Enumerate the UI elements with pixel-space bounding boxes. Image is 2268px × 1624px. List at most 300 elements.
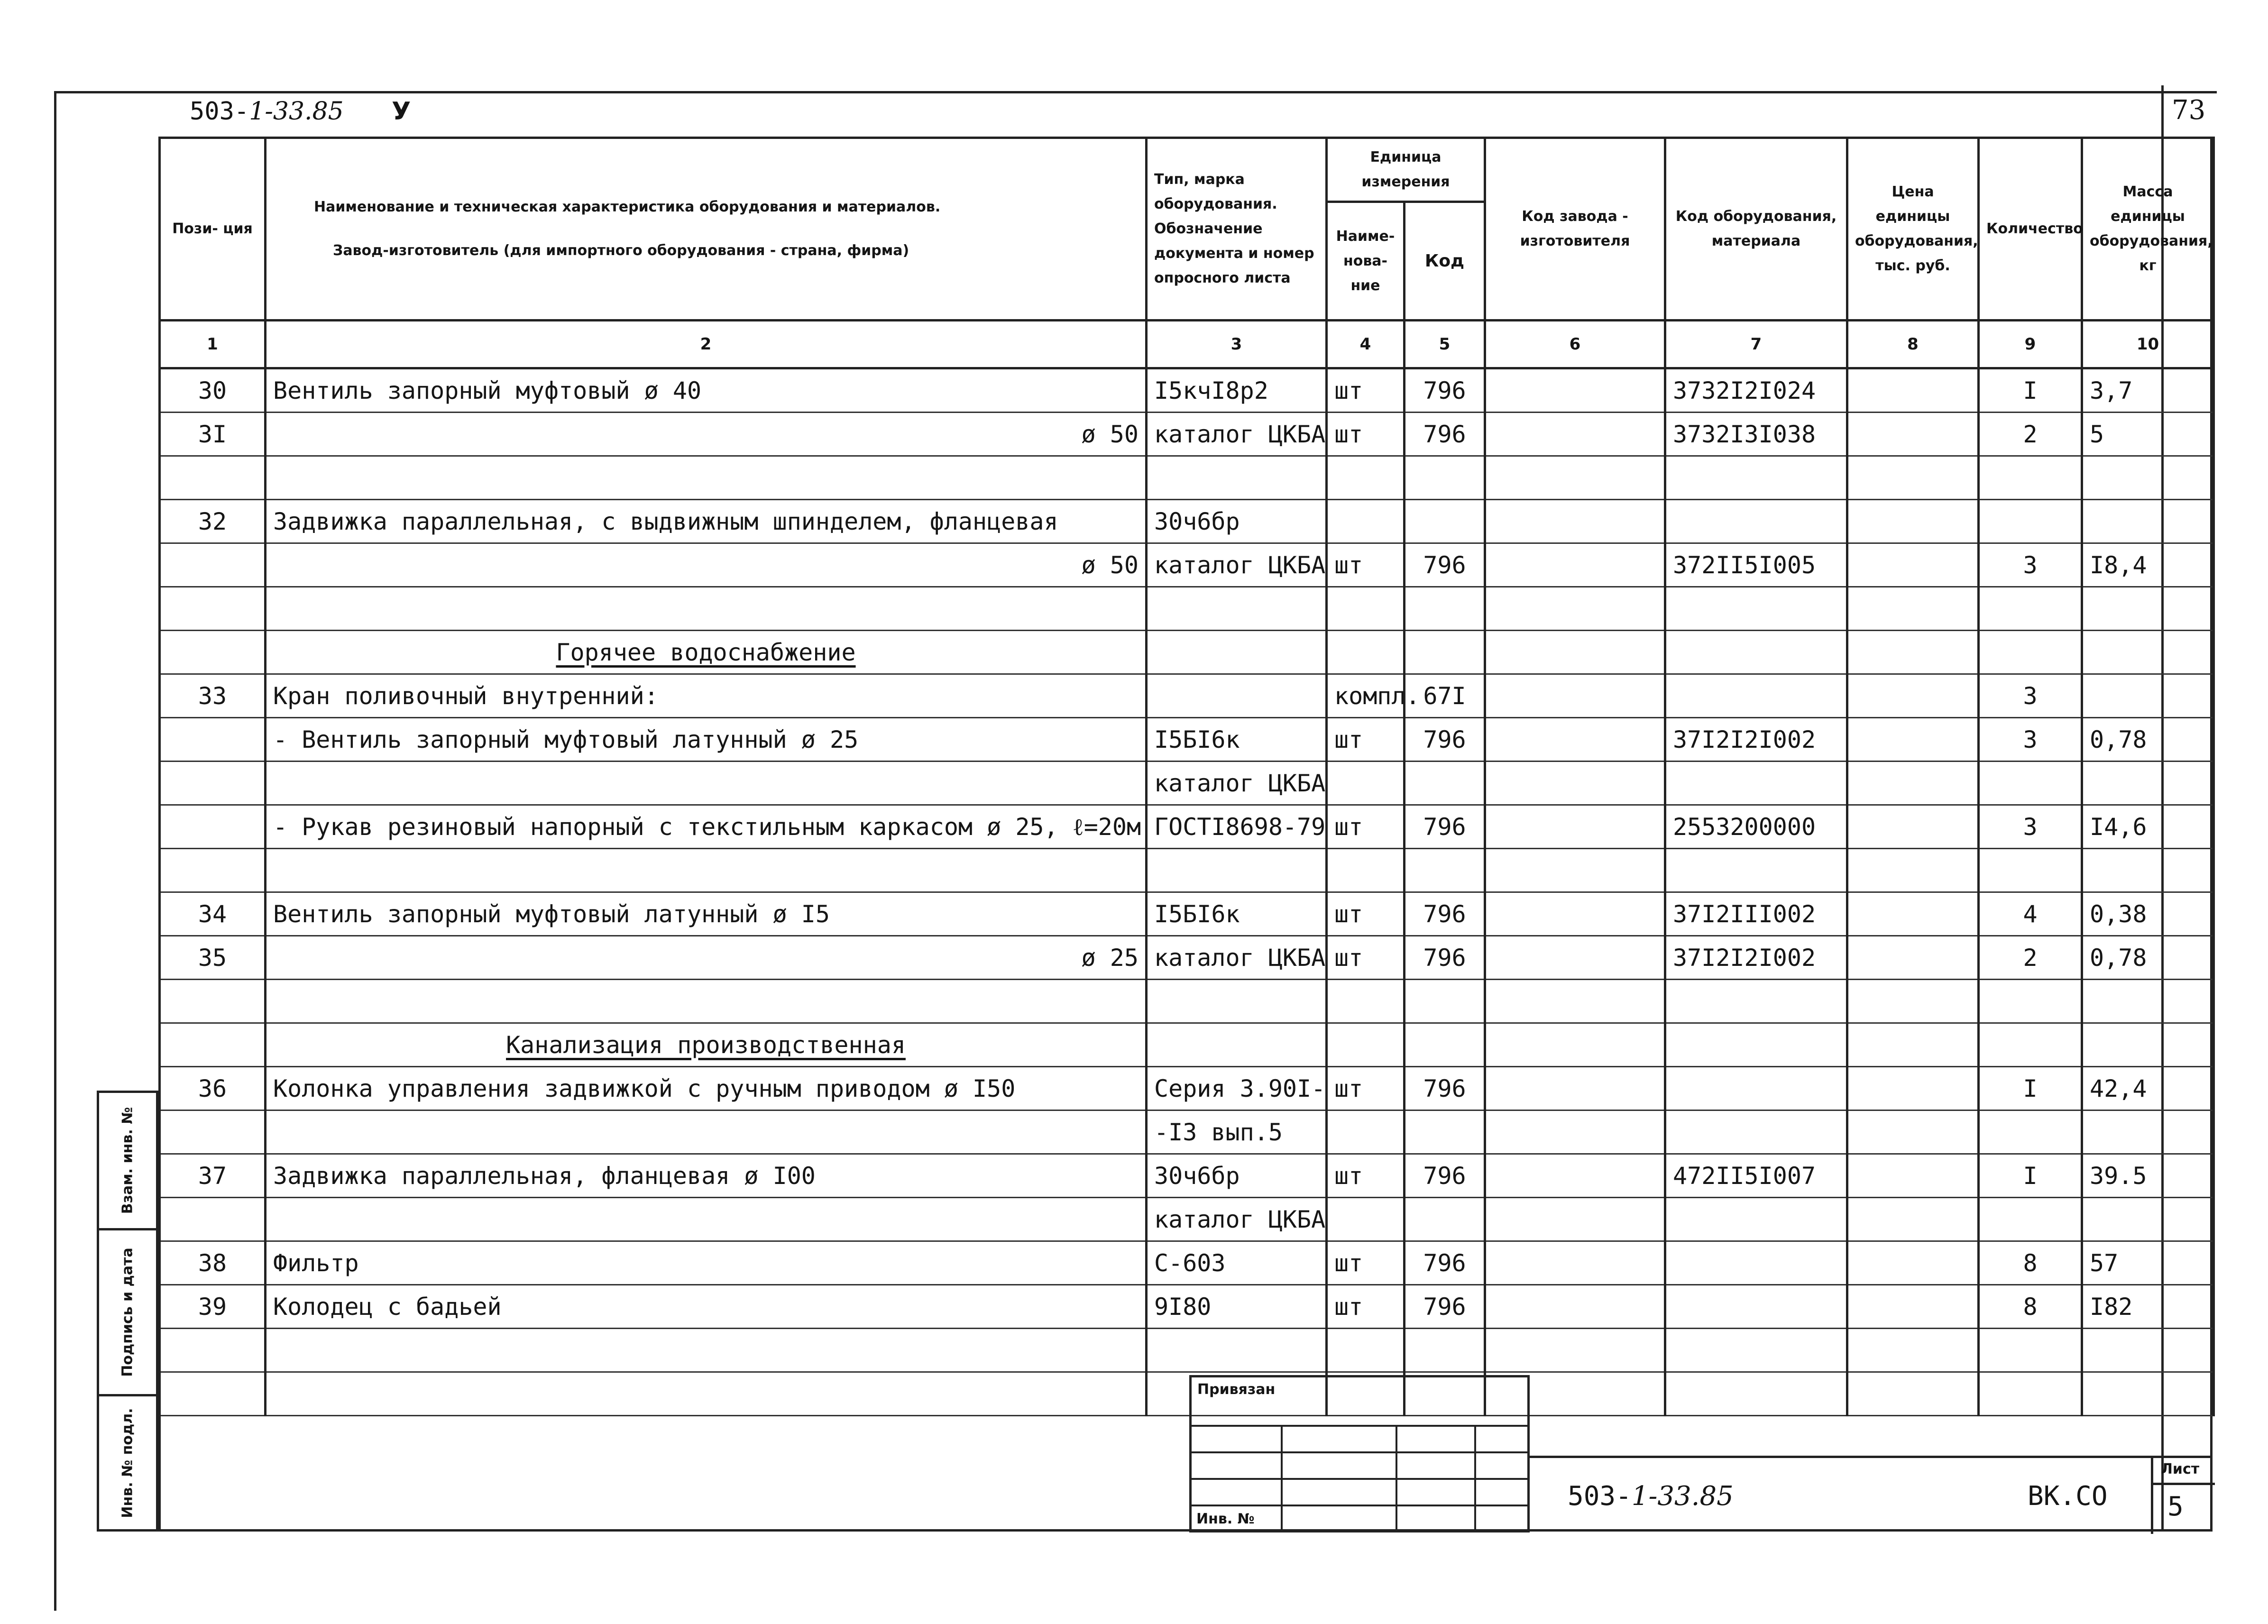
type-cell: Серия 3.90I- — [1147, 1067, 1327, 1110]
quantity-cell — [1979, 1372, 2082, 1416]
specification-table — [158, 137, 2215, 1416]
type-cell: I5БI6к — [1147, 892, 1327, 936]
mass-cell: I4,6 — [2082, 805, 2214, 849]
col-mass-header: Масса единицы оборудования, кг — [2082, 138, 2214, 321]
name-cell — [266, 1372, 1147, 1416]
unit-code-cell: 796 — [1405, 368, 1485, 413]
mass-cell: 57 — [2082, 1241, 2214, 1285]
name-cell: Кран поливочный внутренний: — [266, 674, 1147, 718]
quantity-cell: 3 — [1979, 805, 2082, 849]
price-cell — [1847, 849, 1979, 892]
unit-cell — [1327, 1198, 1405, 1241]
type-cell: каталог ЦКБА — [1147, 762, 1327, 805]
table-row — [160, 980, 2214, 1023]
mass-cell: I82 — [2082, 1285, 2214, 1329]
plant-code-cell — [1485, 1023, 1665, 1067]
plant-code-cell — [1485, 543, 1665, 587]
position-cell — [160, 805, 266, 849]
table-row — [160, 762, 2214, 805]
price-cell — [1847, 674, 1979, 718]
table-row — [160, 674, 2214, 718]
name-cell: - Вентиль запорный муфтовый латунный ø 25 — [266, 718, 1147, 762]
price-cell — [1847, 1372, 1979, 1416]
col-number: 7 — [1665, 321, 1847, 368]
equipment-code-cell — [1665, 1285, 1847, 1329]
col-name-header — [266, 138, 1147, 321]
quantity-cell — [1979, 631, 2082, 674]
unit-code-cell — [1405, 631, 1485, 674]
name-cell — [266, 762, 1147, 805]
unit-code-cell — [1405, 1023, 1485, 1067]
unit-code-cell — [1405, 1329, 1485, 1372]
table-row — [160, 892, 2214, 936]
type-cell — [1147, 456, 1327, 500]
mass-cell — [2082, 456, 2214, 500]
plant-code-cell — [1485, 849, 1665, 892]
position-cell: 34 — [160, 892, 266, 936]
price-cell — [1847, 892, 1979, 936]
type-cell: ГОСТI8698-79 — [1147, 805, 1327, 849]
plant-code-cell — [1485, 413, 1665, 456]
position-cell: 35 — [160, 936, 266, 980]
col-unit-code-header: Код — [1405, 202, 1485, 321]
price-cell — [1847, 936, 1979, 980]
price-cell — [1847, 718, 1979, 762]
sheet-number: 5 — [2167, 1491, 2184, 1522]
name-cell — [266, 1329, 1147, 1372]
table-row — [160, 718, 2214, 762]
unit-code-cell: 796 — [1405, 805, 1485, 849]
unit-cell: шт — [1327, 1241, 1405, 1285]
unit-code-cell: 796 — [1405, 1241, 1485, 1285]
col-equipment-code-header: Код оборудования, материала — [1665, 138, 1847, 321]
equipment-code-cell: 2553200000 — [1665, 805, 1847, 849]
equipment-code-cell: 37I2III002 — [1665, 892, 1847, 936]
type-cell: С-603 — [1147, 1241, 1327, 1285]
unit-cell — [1327, 1023, 1405, 1067]
plant-code-cell — [1485, 718, 1665, 762]
name-cell — [266, 1023, 1147, 1067]
unit-cell: шт — [1327, 892, 1405, 936]
plant-code-cell — [1485, 1285, 1665, 1329]
unit-cell — [1327, 849, 1405, 892]
name-cell: Колодец с бадьей — [266, 1285, 1147, 1329]
quantity-cell — [1979, 1023, 2082, 1067]
unit-code-cell: 796 — [1405, 1067, 1485, 1110]
equipment-code-cell — [1665, 980, 1847, 1023]
quantity-cell: I — [1979, 1067, 2082, 1110]
mass-cell: 5 — [2082, 413, 2214, 456]
col-number: 10 — [2082, 321, 2214, 368]
mass-cell — [2082, 849, 2214, 892]
unit-cell: шт — [1327, 1067, 1405, 1110]
plant-code-cell — [1485, 1154, 1665, 1198]
price-cell — [1847, 413, 1979, 456]
table-row — [160, 500, 2214, 543]
quantity-cell — [1979, 1110, 2082, 1154]
unit-code-cell — [1405, 1198, 1485, 1241]
col-number: 6 — [1485, 321, 1665, 368]
type-cell — [1147, 1329, 1327, 1372]
price-cell — [1847, 500, 1979, 543]
mass-cell: 0,78 — [2082, 718, 2214, 762]
mass-cell: 39.5 — [2082, 1154, 2214, 1198]
mass-cell — [2082, 980, 2214, 1023]
unit-cell: шт — [1327, 1285, 1405, 1329]
plant-code-cell — [1485, 892, 1665, 936]
price-cell — [1847, 587, 1979, 631]
position-cell — [160, 456, 266, 500]
mass-cell — [2082, 1110, 2214, 1154]
unit-code-cell: 796 — [1405, 892, 1485, 936]
unit-cell — [1327, 500, 1405, 543]
mass-cell — [2082, 1198, 2214, 1241]
plant-code-cell — [1485, 368, 1665, 413]
position-cell — [160, 980, 266, 1023]
col-price-header: Цена единицы оборудования, тыс. руб. — [1847, 138, 1979, 321]
equipment-code-cell — [1665, 587, 1847, 631]
unit-cell — [1327, 587, 1405, 631]
price-cell — [1847, 1198, 1979, 1241]
col-unit-group-header: Единица измерения — [1327, 138, 1485, 202]
col-name-line2: Завод-изготовитель (для импортного оборудования - страна, фирма) — [333, 242, 909, 259]
position-cell: 39 — [160, 1285, 266, 1329]
table-row — [160, 368, 2214, 413]
plant-code-cell — [1485, 456, 1665, 500]
type-cell — [1147, 980, 1327, 1023]
table-row — [160, 413, 2214, 456]
unit-cell: шт — [1327, 543, 1405, 587]
name-cell: - Рукав резиновый напорный с текстильным каркасом ø 25, ℓ=20м — [266, 805, 1147, 849]
type-cell: 9I80 — [1147, 1285, 1327, 1329]
position-cell: 3I — [160, 413, 266, 456]
type-cell — [1147, 587, 1327, 631]
plant-code-cell — [1485, 805, 1665, 849]
equipment-code-cell — [1665, 1198, 1847, 1241]
equipment-code-cell — [1665, 500, 1847, 543]
equipment-code-cell: 3732I2I024 — [1665, 368, 1847, 413]
quantity-cell: 4 — [1979, 892, 2082, 936]
mass-cell — [2082, 631, 2214, 674]
type-cell: каталог ЦКБА — [1147, 543, 1327, 587]
type-cell: каталог ЦКБА — [1147, 413, 1327, 456]
quantity-cell: 3 — [1979, 674, 2082, 718]
position-cell — [160, 1023, 266, 1067]
position-cell: 38 — [160, 1241, 266, 1285]
quantity-cell — [1979, 762, 2082, 805]
title-doc-mark: ВК.СО — [2028, 1481, 2108, 1512]
price-cell — [1847, 1067, 1979, 1110]
name-cell — [266, 587, 1147, 631]
equipment-code-cell — [1665, 1023, 1847, 1067]
table-row — [160, 456, 2214, 500]
quantity-cell: 3 — [1979, 718, 2082, 762]
mass-cell — [2082, 500, 2214, 543]
position-cell — [160, 631, 266, 674]
col-position-header: Пози- ция — [160, 138, 266, 321]
position-cell — [160, 1329, 266, 1372]
name-cell — [266, 456, 1147, 500]
plant-code-cell — [1485, 762, 1665, 805]
price-cell — [1847, 368, 1979, 413]
mass-cell: 42,4 — [2082, 1067, 2214, 1110]
table-row — [160, 587, 2214, 631]
table-row — [160, 805, 2214, 849]
document-code: 503-1-33.85 У — [190, 97, 411, 126]
unit-cell: шт — [1327, 368, 1405, 413]
unit-cell: шт — [1327, 805, 1405, 849]
col-number: 5 — [1405, 321, 1485, 368]
unit-code-cell — [1405, 849, 1485, 892]
equipment-code-cell: 37I2I2I002 — [1665, 936, 1847, 980]
plant-code-cell — [1485, 1329, 1665, 1372]
unit-code-cell: 796 — [1405, 1285, 1485, 1329]
quantity-cell: 8 — [1979, 1241, 2082, 1285]
col-number: 8 — [1847, 321, 1979, 368]
title-block — [1530, 1456, 2213, 1534]
unit-code-cell: 796 — [1405, 413, 1485, 456]
type-cell: каталог ЦКБА — [1147, 936, 1327, 980]
type-cell — [1147, 849, 1327, 892]
plant-code-cell — [1485, 936, 1665, 980]
type-cell: 30ч6бр — [1147, 500, 1327, 543]
mass-cell — [2082, 1023, 2214, 1067]
mass-cell: I8,4 — [2082, 543, 2214, 587]
unit-cell: шт — [1327, 936, 1405, 980]
quantity-cell — [1979, 1198, 2082, 1241]
col-number: 3 — [1147, 321, 1327, 368]
quantity-cell: 2 — [1979, 413, 2082, 456]
price-cell — [1847, 1285, 1979, 1329]
unit-cell: компл. — [1327, 674, 1405, 718]
name-cell: Вентиль запорный муфтовый латунный ø I5 — [266, 892, 1147, 936]
unit-code-cell: 796 — [1405, 1154, 1485, 1198]
corner-page-number: 73 — [2172, 95, 2206, 126]
col-number: 9 — [1979, 321, 2082, 368]
equipment-code-cell — [1665, 849, 1847, 892]
title-doc-code: 503-1-33.85 — [1568, 1481, 1734, 1512]
unit-code-cell — [1405, 500, 1485, 543]
section-heading: Горячее водоснабжение — [556, 638, 856, 666]
equipment-code-cell — [1665, 456, 1847, 500]
equipment-code-cell — [1665, 1329, 1847, 1372]
equipment-code-cell — [1665, 631, 1847, 674]
plant-code-cell — [1485, 1241, 1665, 1285]
section-heading-row — [160, 631, 2214, 674]
quantity-cell — [1979, 980, 2082, 1023]
type-cell: I5кчI8р2 — [1147, 368, 1327, 413]
unit-code-cell: 796 — [1405, 936, 1485, 980]
name-cell — [266, 631, 1147, 674]
equipment-code-cell: 3732I3I038 — [1665, 413, 1847, 456]
name-cell: ø 50 — [266, 413, 1147, 456]
quantity-cell: I — [1979, 1154, 2082, 1198]
plant-code-cell — [1485, 1110, 1665, 1154]
table-row — [160, 543, 2214, 587]
col-number: 4 — [1327, 321, 1405, 368]
name-cell: Колонка управления задвижкой с ручным приводом ø I50 — [266, 1067, 1147, 1110]
unit-code-cell: 796 — [1405, 543, 1485, 587]
binding-stamp — [1189, 1375, 1530, 1532]
position-cell — [160, 1198, 266, 1241]
position-cell — [160, 1110, 266, 1154]
stamp-privyazan-label: Привязан — [1197, 1381, 1276, 1398]
quantity-cell — [1979, 456, 2082, 500]
section-heading: Канализация производственная — [506, 1031, 906, 1059]
side-stamp — [97, 1091, 158, 1532]
type-cell — [1147, 1023, 1327, 1067]
equipment-code-cell — [1665, 1110, 1847, 1154]
equipment-code-cell — [1665, 674, 1847, 718]
unit-cell: шт — [1327, 1154, 1405, 1198]
name-cell: Задвижка параллельная, фланцевая ø I00 — [266, 1154, 1147, 1198]
position-cell — [160, 1372, 266, 1416]
name-cell — [266, 1110, 1147, 1154]
unit-code-cell: 796 — [1405, 718, 1485, 762]
mass-cell: 3,7 — [2082, 368, 2214, 413]
position-cell: 36 — [160, 1067, 266, 1110]
plant-code-cell — [1485, 980, 1665, 1023]
name-cell — [266, 1198, 1147, 1241]
quantity-cell: 2 — [1979, 936, 2082, 980]
position-cell — [160, 849, 266, 892]
table-row — [160, 1241, 2214, 1285]
unit-cell — [1327, 980, 1405, 1023]
price-cell — [1847, 1023, 1979, 1067]
plant-code-cell — [1485, 500, 1665, 543]
mass-cell — [2082, 762, 2214, 805]
unit-cell — [1327, 631, 1405, 674]
unit-code-cell — [1405, 456, 1485, 500]
unit-cell — [1327, 456, 1405, 500]
table-row — [160, 1372, 2214, 1416]
table-row — [160, 1110, 2214, 1154]
unit-cell — [1327, 1110, 1405, 1154]
position-cell: 30 — [160, 368, 266, 413]
type-cell: каталог ЦКБА — [1147, 1198, 1327, 1241]
name-cell: ø 50 — [266, 543, 1147, 587]
equipment-code-cell: 372II5I005 — [1665, 543, 1847, 587]
quantity-cell: I — [1979, 368, 2082, 413]
table-row — [160, 849, 2214, 892]
price-cell — [1847, 1110, 1979, 1154]
col-number: 1 — [160, 321, 266, 368]
quantity-cell — [1979, 587, 2082, 631]
unit-code-cell — [1405, 762, 1485, 805]
quantity-cell: 8 — [1979, 1285, 2082, 1329]
table-row — [160, 1154, 2214, 1198]
quantity-cell: 3 — [1979, 543, 2082, 587]
plant-code-cell — [1485, 1067, 1665, 1110]
unit-code-cell: 67I — [1405, 674, 1485, 718]
price-cell — [1847, 456, 1979, 500]
header-row — [160, 138, 2214, 202]
price-cell — [1847, 1329, 1979, 1372]
equipment-code-cell — [1665, 1241, 1847, 1285]
price-cell — [1847, 980, 1979, 1023]
equipment-code-cell — [1665, 1372, 1847, 1416]
price-cell — [1847, 1241, 1979, 1285]
position-cell: 33 — [160, 674, 266, 718]
unit-code-cell — [1405, 980, 1485, 1023]
position-cell — [160, 718, 266, 762]
section-heading-row — [160, 1023, 2214, 1067]
table-row — [160, 1329, 2214, 1372]
table-row — [160, 1198, 2214, 1241]
name-cell: Вентиль запорный муфтовый ø 40 — [266, 368, 1147, 413]
side-inv-cell: Инв. № подл. — [119, 1407, 136, 1518]
side-signature-cell: Подпись и дата — [99, 1230, 156, 1396]
plant-code-cell — [1485, 1198, 1665, 1241]
sheet-box — [2151, 1458, 2215, 1534]
table-row — [160, 1285, 2214, 1329]
name-cell: Фильтр — [266, 1241, 1147, 1285]
unit-code-cell — [1405, 587, 1485, 631]
col-type-header: Тип, марка оборудования. Обозначение документа и номер опросного листа — [1147, 138, 1327, 321]
col-name-line1: Наименование и техническая характеристика оборудования и материалов. — [314, 199, 941, 215]
price-cell — [1847, 631, 1979, 674]
unit-cell — [1327, 762, 1405, 805]
position-cell: 32 — [160, 500, 266, 543]
col-unit-name-header: Наиме-нова-ние — [1327, 202, 1405, 321]
equipment-code-cell: 472II5I007 — [1665, 1154, 1847, 1198]
type-cell — [1147, 631, 1327, 674]
stamp-inv-label: Инв. № — [1196, 1511, 1255, 1527]
unit-cell: шт — [1327, 718, 1405, 762]
side-vzam-cell: Взам. инв. № — [99, 1093, 156, 1230]
mass-cell — [2082, 1372, 2214, 1416]
col-quantity-header: Количество — [1979, 138, 2082, 321]
table-row — [160, 936, 2214, 980]
sheet-label: Лист — [2161, 1461, 2200, 1477]
position-cell — [160, 762, 266, 805]
price-cell — [1847, 543, 1979, 587]
quantity-cell — [1979, 1329, 2082, 1372]
position-cell: 37 — [160, 1154, 266, 1198]
plant-code-cell — [1485, 587, 1665, 631]
mass-cell — [2082, 674, 2214, 718]
mass-cell — [2082, 587, 2214, 631]
name-cell — [266, 980, 1147, 1023]
name-cell — [266, 849, 1147, 892]
name-cell: ø 25 — [266, 936, 1147, 980]
price-cell — [1847, 805, 1979, 849]
quantity-cell — [1979, 500, 2082, 543]
col-plant-code-header: Код завода - изготовителя — [1485, 138, 1665, 321]
plant-code-cell — [1485, 674, 1665, 718]
column-number-row — [160, 321, 2214, 368]
type-cell: I5БI6к — [1147, 718, 1327, 762]
col-number: 2 — [266, 321, 1147, 368]
mass-cell: 0,38 — [2082, 892, 2214, 936]
type-cell — [1147, 674, 1327, 718]
unit-cell — [1327, 1329, 1405, 1372]
unit-code-cell — [1405, 1110, 1485, 1154]
name-cell: Задвижка параллельная, с выдвижным шпинделем, фланцевая — [266, 500, 1147, 543]
quantity-cell — [1979, 849, 2082, 892]
mass-cell: 0,78 — [2082, 936, 2214, 980]
position-cell — [160, 587, 266, 631]
type-cell: -I3 вып.5 — [1147, 1110, 1327, 1154]
price-cell — [1847, 762, 1979, 805]
plant-code-cell — [1485, 631, 1665, 674]
unit-cell: шт — [1327, 413, 1405, 456]
price-cell — [1847, 1154, 1979, 1198]
equipment-code-cell — [1665, 762, 1847, 805]
table-row — [160, 1067, 2214, 1110]
position-cell — [160, 543, 266, 587]
equipment-code-cell: 37I2I2I002 — [1665, 718, 1847, 762]
